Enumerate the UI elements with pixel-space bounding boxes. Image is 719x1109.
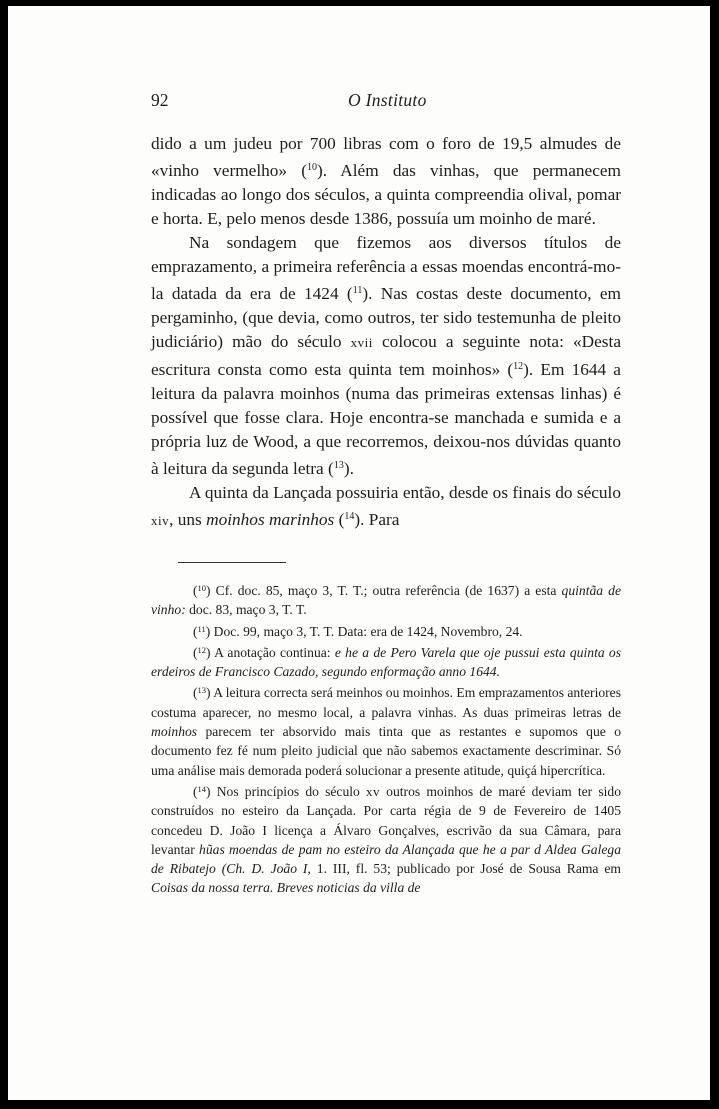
italic-term: moinhos marinhos — [206, 510, 335, 529]
italic-text: Coisas da nossa terra. Breves noticias da villa de — [151, 880, 421, 896]
footnote-12: ($^{12}$) A anotação continua: e he a de Pero Varela que oje pussui esta quinta os erdeiros de Francisco Cazado, segundo enformação anno 1644. — [151, 644, 621, 680]
text-run: doc. 83, maço 3, T. T. — [185, 602, 307, 618]
italic-text: quintãa de vinho: — [151, 583, 621, 618]
paragraph-3 — [151, 481, 621, 533]
century-numeral: xiv — [151, 513, 170, 528]
text-run: parecem ter absorvido mais tinta que as restantes e supomos que o documento fez fé num pleito judicial que não sabemos exactamente descriminar. Só uma análise mais demorada poderá solucionar a presente atitude, quiçá hipercrítica. — [151, 724, 621, 778]
page-header — [148, 90, 588, 114]
italic-text: hũas moendas de pam no esteiro da Alançada que he a par d Aldea Galega de Ribatejo (Ch. D. João I, — [151, 841, 621, 877]
footnote-ref: 10 — [306, 162, 317, 173]
italic-text: e he a de Pero Varela que oje pussui esta quinta os erdeiros de Francisco Cazado, segundo enformação anno 1644. — [151, 644, 621, 680]
footnote-divider — [178, 562, 286, 563]
text-run: A anotação continua: — [210, 644, 335, 660]
footnote-13: ($^{13}$) A leitura correcta será meinhos ou moinhos. Em emprazamentos anteriores costuma aparecer, no mesmo local, a palavra vinhas. As duas primeiras letras de moinhos parecem ter absorvido mais tinta que as restantes e supomos que o documento fez fé num pleito judicial que não sabemos exactamente descriminar. Só uma análise mais demorada poderá solucionar a presente atitude, quiçá hipercrítica. — [151, 685, 621, 778]
century-numeral: xv — [366, 783, 380, 799]
body-text — [151, 132, 621, 533]
text-run: ). Além das vinhas, que permanecem indicadas ao longo dos séculos, a quinta compreendia olival, pomar e horta. E, pelo menos desde 1386, possuía um moinho de maré. — [151, 161, 621, 228]
text-run: Cf. doc. 85, maço 3, T. T.; outra referência (de 1637) a esta — [210, 583, 562, 598]
text-run: Nos princípios do século — [210, 783, 366, 799]
text-run: ). Para — [354, 510, 400, 529]
footnote-number: 11 — [197, 623, 206, 634]
italic-text: moinhos — [151, 724, 198, 740]
paragraph-1 — [151, 132, 621, 231]
text-run: ). Nas costas deste documento, em pergaminho, (que devia, como outros, ter sido testemunha de pleito judiciário) mão do século — [151, 284, 621, 351]
text-run: A quinta da Lançada possuiria então, desde os finais do século — [189, 483, 621, 502]
footnote-number: 13 — [197, 685, 207, 696]
text-run: ). Em 1644 a leitura da palavra moinhos (numa das primeiras extensas linhas) é possível que fosse clara. Hoje encontra-se manchada e sumida e a própria luz de Wood, a que recorremos, deixou-nos dúvidas quanto à leitura da segunda letra ( — [151, 360, 621, 478]
footnote-number: 10 — [197, 583, 207, 593]
footnote-number: 14 — [197, 783, 207, 794]
text-run: Doc. 99, maço 3, T. T. Data: era de 1424, Novembro, 24. — [210, 623, 523, 639]
text-run: colocou a seguinte nota: «Desta escritura consta como esta quinta tem moinhos» ( — [151, 332, 622, 379]
text-run: dido a um judeu por 700 libras com o foro de 19,5 almudes de «vinho vermelho» ( — [151, 134, 621, 180]
footnote-ref: 14 — [344, 511, 355, 522]
footnote-14: ($^{14}$) Nos princípios do século xv outros moinhos de maré deviam ter sido construídos no esteiro da Lançada. Por carta régia de 9 de Fevereiro de 1405 concedeu D. João I licença a Álvaro Gonçalves, escrivão da sua Câmara, para levantar hũas moendas de pam no esteiro da Alançada que he a par d Aldea Galega de Ribatejo (Ch. D. João I, 1. III, fl. 53; publicado por José de Sousa Rama em Coisas da nossa terra. Breves noticias da villa de — [151, 783, 621, 896]
footnote-ref: 13 — [333, 460, 344, 471]
footnote-ref: 11 — [352, 285, 363, 296]
text-run: 1. III, fl. 53; publicado por José de Sousa Rama em — [310, 861, 621, 877]
footnotes — [151, 579, 621, 898]
text-run: ( — [334, 510, 345, 529]
text-run: Na sondagem que fizemos aos diversos títulos de emprazamento, a primeira referência a essas moendas encontrá-mo-la datada da era de 1424 ( — [151, 233, 621, 303]
paragraph-2 — [151, 231, 621, 481]
footnote-11: ($^{11}$) Doc. 99, maço 3, T. T. Data: era de 1424, Novembro, 24. — [193, 623, 523, 639]
footnote-10: ($^{10}$) Cf. doc. 85, maço 3, T. T.; outra referência (de 1637) a esta quintãa de vinho: doc. 83, maço 3, T. T. — [151, 583, 621, 618]
footnote-ref: 12 — [513, 361, 524, 372]
page-number: 92 — [151, 90, 169, 110]
text-run: ). — [343, 459, 354, 478]
book-page — [8, 6, 710, 1100]
text-run: A leitura correcta será meinhos ou moinhos. Em emprazamentos anteriores costuma aparecer, no mesmo local, a palavra vinhas. As duas primeiras letras de — [151, 685, 621, 720]
footnote-number: 12 — [197, 644, 207, 655]
text-run: outros moinhos de maré deviam ter sido construídos no esteiro da Lançada. Por carta régia de 9 de Fevereiro de 1405 concedeu D. João I licença a Álvaro Gonçalves, escrivão da sua Câmara, para levantar — [151, 783, 621, 857]
text-run: , uns — [169, 510, 207, 529]
running-title: O Instituto — [348, 90, 427, 110]
century-numeral: xvii — [350, 335, 373, 350]
